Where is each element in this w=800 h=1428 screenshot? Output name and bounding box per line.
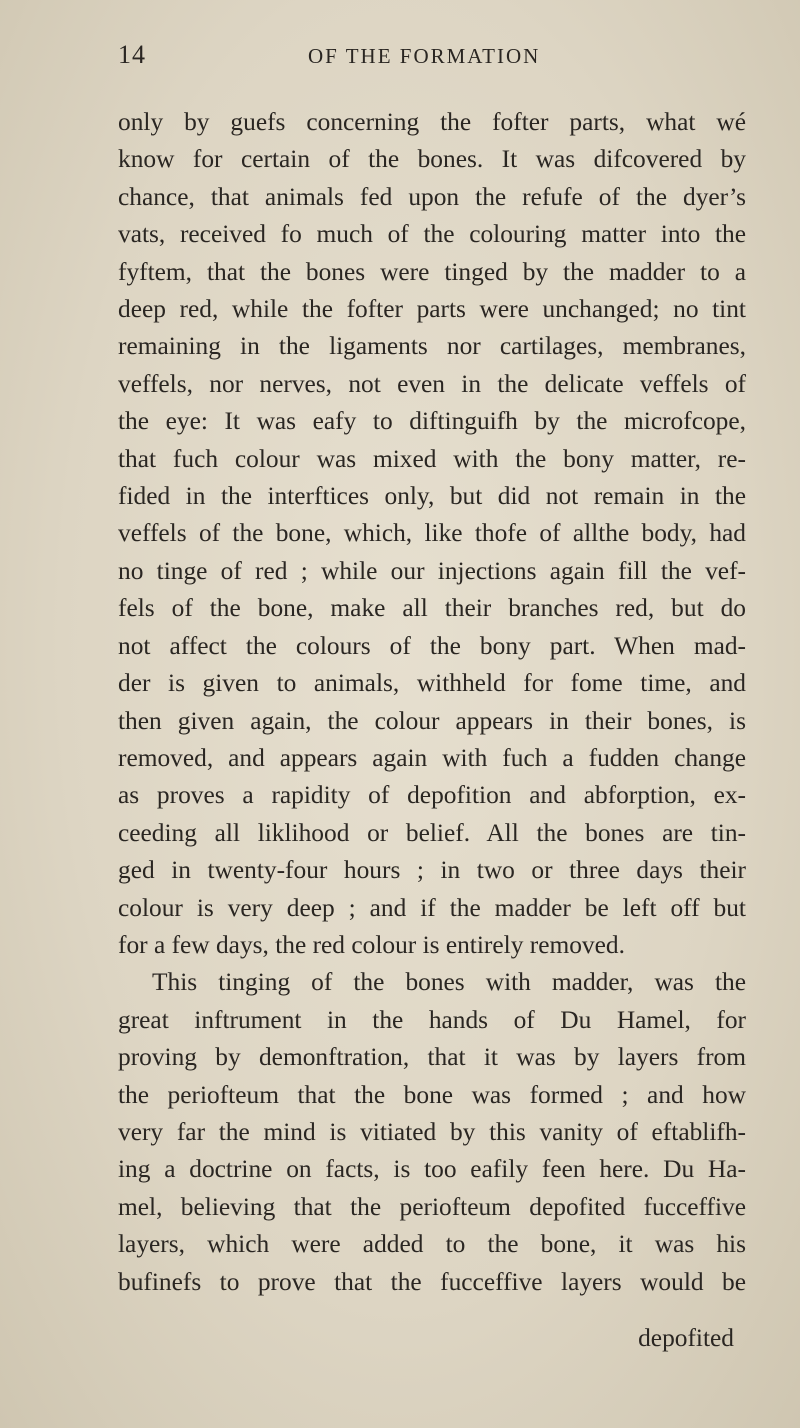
text-line: ged in twenty-four hours ; in two or three days their bbox=[118, 856, 746, 885]
page-number: 14 bbox=[118, 40, 146, 69]
text-line: chance, that animals fed upon the refufe of the dyer’s bbox=[118, 182, 746, 211]
text-line: vats, received fo much of the colouring matter into the bbox=[118, 220, 746, 249]
text-line: very far the mind is vitiated by this vanity of eftablifh- bbox=[118, 1117, 746, 1146]
text-line: for a few days, the red colour is entirely removed. bbox=[118, 930, 625, 959]
text-line: bufinefs to prove that the fucceffive layers would be bbox=[118, 1267, 746, 1296]
text-line: der is given to animals, withheld for fome time, and bbox=[118, 669, 746, 698]
text-line: as proves a rapidity of depofition and abforption, ex- bbox=[118, 781, 746, 810]
text-line: the periofteum that the bone was formed ; and how bbox=[118, 1080, 746, 1109]
text-line: no tinge of red ; while our injections again fill the vef- bbox=[118, 556, 746, 585]
text-line: mel, believing that the periofteum depofited fucceffive bbox=[118, 1192, 746, 1221]
text-line: then given again, the colour appears in their bones, is bbox=[118, 706, 746, 735]
catchword: depofited bbox=[638, 1324, 734, 1352]
text-line: colour is very deep ; and if the madder be left off but bbox=[118, 893, 746, 922]
text-line: ing a doctrine on facts, is too eafily feen here. Du Ha- bbox=[118, 1155, 746, 1184]
text-line: veffels of the bone, which, like thofe of allthe body, had bbox=[118, 519, 746, 548]
running-head: OF THE FORMATION bbox=[308, 44, 541, 68]
text-line: fels of the bone, make all their branches red, but do bbox=[118, 594, 746, 623]
text-line: only by guefs concerning the fofter parts, what wé bbox=[118, 108, 746, 136]
text-line: fided in the interftices only, but did not remain in the bbox=[118, 482, 746, 511]
text-line: that fuch colour was mixed with the bony matter, re- bbox=[118, 444, 746, 473]
text-line: proving by demonftration, that it was by layers from bbox=[118, 1043, 746, 1072]
text-line: the eye: It was eafy to diftinguifh by the microfcope, bbox=[118, 407, 746, 436]
text-line: ceeding all liklihood or belief. All the bones are tin- bbox=[118, 818, 746, 847]
text-line: This tinging of the bones with madder, was the bbox=[152, 968, 746, 997]
page-header bbox=[118, 40, 738, 80]
body-text bbox=[118, 104, 746, 1301]
text-line: fyftem, that the bones were tinged by the madder to a bbox=[118, 257, 746, 286]
text-line: deep red, while the fofter parts were unchanged; no tint bbox=[118, 295, 746, 324]
text-line: great inftrument in the hands of Du Hamel, for bbox=[118, 1005, 746, 1034]
text-line: not affect the colours of the bony part. When mad- bbox=[118, 631, 746, 660]
text-line: remaining in the ligaments nor cartilages, membranes, bbox=[118, 332, 746, 361]
text-line: removed, and appears again with fuch a fudden change bbox=[118, 743, 746, 772]
text-line: layers, which were added to the bone, it was his bbox=[118, 1230, 746, 1259]
text-line: know for certain of the bones. It was difcovered by bbox=[118, 145, 746, 174]
text-line: veffels, nor nerves, not even in the delicate veffels of bbox=[118, 369, 746, 398]
